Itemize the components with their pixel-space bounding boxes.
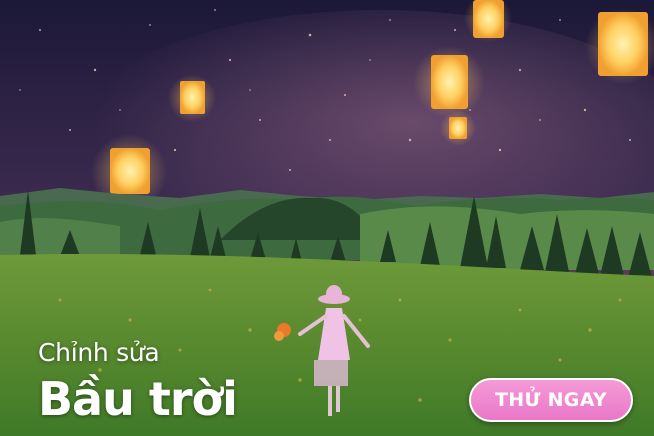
- title: Bầu trời: [38, 372, 237, 426]
- subtitle: Chỉnh sửa: [38, 338, 160, 367]
- headline: [38, 338, 237, 426]
- try-now-button[interactable]: THỬ NGAY: [469, 378, 633, 422]
